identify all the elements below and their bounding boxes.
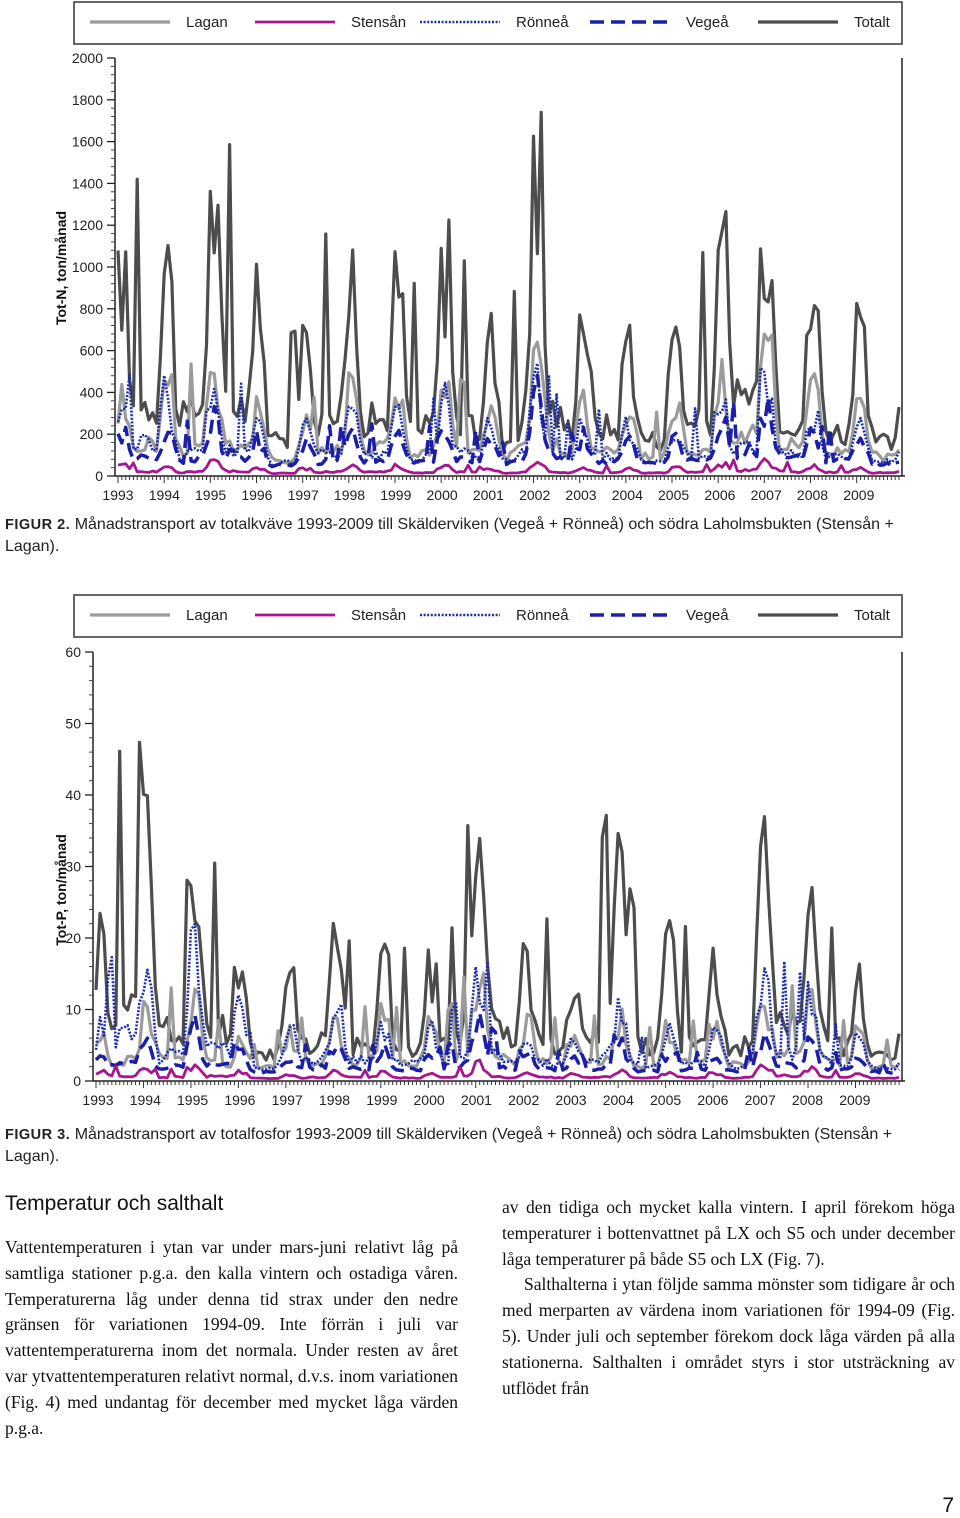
page-number: 7 xyxy=(942,1494,954,1517)
x-tick-label: 1998 xyxy=(333,487,366,503)
y-tick-label: 400 xyxy=(79,384,103,401)
legend-label-vegeå: Vegeå xyxy=(686,607,729,624)
x-tick-label: 2004 xyxy=(611,487,643,503)
figure-2-text: Månadstransport av totalkväve 1993-2009 till Skälderviken (Vegeå + Rönneå) och södra Laholmsbukten (Stensån + Lagan). xyxy=(5,516,894,555)
paragraph: Salthalterna i ytan följde samma mönster som tidigare år och med merparten av värdena inom variationen för 1994-09 (Fig. 5). Under juli och september förekom dock låga värden på alla stationerna. Salthalten i området styrs i stor utsträckning av utflödet från xyxy=(502,1274,955,1398)
x-tick-label: 1994 xyxy=(148,487,180,503)
legend-label-stensån: Stensån xyxy=(351,14,407,31)
figure-2-label: FIGUR 2. xyxy=(5,517,71,533)
x-tick-label: 1993 xyxy=(82,1092,114,1108)
x-tick-label: 1996 xyxy=(241,487,273,503)
y-tick-label: 1200 xyxy=(71,217,103,234)
y-tick-label: 50 xyxy=(65,715,81,732)
legend xyxy=(74,595,902,637)
x-tick-label: 2007 xyxy=(750,487,782,503)
y-tick-label: 60 xyxy=(65,644,81,660)
x-tick-label: 2002 xyxy=(519,487,551,503)
x-tick-label: 2008 xyxy=(791,1092,824,1108)
paragraph: Vattentemperaturen i ytan var under mars-juni relativt låg på samtliga stationer p.g.a. den kalla vintern och ostadiga våren. Temperaturerna låg under denna tid strax under den nedre gränsen för variationen 1994-09. Inte förrän i juli var vattentemperaturerna inom det normala. Under resten av året var ytvattentemperaturen relativt normal, d.v.s. inom variationen (Fig. 4) med undantag för december med mycket låga värden p.g.a. xyxy=(5,1237,458,1438)
x-tick-label: 2004 xyxy=(602,1092,634,1108)
x-tick-label: 2000 xyxy=(413,1092,445,1108)
x-tick-label: 2009 xyxy=(843,487,875,503)
x-tick-label: 2009 xyxy=(839,1092,871,1108)
y-tick-label: 1600 xyxy=(71,133,103,150)
y-tick-label: 2000 xyxy=(71,50,103,66)
series-line-totalt xyxy=(118,112,899,450)
series-lines xyxy=(96,742,899,1078)
y-axis-ticks xyxy=(65,644,93,1089)
x-tick-label: 2006 xyxy=(704,487,736,503)
x-tick-label: 2001 xyxy=(460,1092,492,1108)
text-column-right xyxy=(502,1195,955,1401)
y-tick-label: 20 xyxy=(65,930,81,946)
x-tick-label: 1999 xyxy=(380,487,412,503)
x-tick-label: 2000 xyxy=(426,487,458,503)
legend-label-lagan: Lagan xyxy=(186,607,228,624)
x-tick-label: 2003 xyxy=(565,487,597,503)
x-tick-label: 2005 xyxy=(658,487,690,503)
legend-label-totalt: Totalt xyxy=(854,14,890,31)
y-tick-label: 1800 xyxy=(71,91,103,108)
x-axis-ticks xyxy=(82,1081,899,1108)
y-tick-label: 800 xyxy=(79,300,103,317)
x-tick-label: 1994 xyxy=(129,1092,161,1108)
y-axis-label: Tot-N, ton/månad xyxy=(53,210,69,326)
y-tick-label: 0 xyxy=(73,1073,81,1089)
x-tick-label: 2005 xyxy=(650,1092,682,1108)
x-tick-label: 1999 xyxy=(366,1092,398,1108)
text-column-left xyxy=(5,1235,458,1441)
figure-3-label: FIGUR 3. xyxy=(5,1127,71,1143)
x-tick-label: 2002 xyxy=(508,1092,540,1108)
legend-label-lagan: Lagan xyxy=(186,14,228,31)
y-tick-label: 40 xyxy=(65,787,81,803)
y-tick-label: 1000 xyxy=(71,259,103,275)
figure-2-caption xyxy=(5,514,945,558)
x-axis-ticks xyxy=(102,476,899,503)
x-tick-label: 1993 xyxy=(102,487,134,503)
legend-label-stensån: Stensån xyxy=(351,607,407,624)
x-tick-label: 2007 xyxy=(744,1092,776,1108)
figure-3-chart xyxy=(0,590,960,1120)
y-tick-label: 30 xyxy=(65,858,81,875)
series-line-totalt xyxy=(96,742,899,1060)
y-tick-label: 1400 xyxy=(71,175,103,192)
x-tick-label: 1997 xyxy=(287,487,319,503)
series-lines xyxy=(118,112,899,473)
legend-label-vegeå: Vegeå xyxy=(686,14,729,31)
figure-2-chart xyxy=(0,0,960,510)
x-tick-label: 2001 xyxy=(472,487,504,503)
y-axis-ticks xyxy=(72,50,115,484)
x-tick-label: 2003 xyxy=(555,1092,587,1108)
legend-label-totalt: Totalt xyxy=(854,607,890,624)
y-axis-label: Tot-P, ton/månad xyxy=(53,834,69,946)
x-tick-label: 1998 xyxy=(318,1092,351,1108)
paragraph: av den tidiga och mycket kalla vintern. I april förekom höga temperaturer i bottenvattnet på LX och S5 och under december låga temperaturer på både S5 och LX (Fig. 7). xyxy=(502,1197,955,1269)
x-tick-label: 1997 xyxy=(271,1092,303,1108)
figure-3-caption xyxy=(5,1124,945,1168)
x-tick-label: 2006 xyxy=(697,1092,729,1108)
x-tick-label: 2008 xyxy=(796,487,829,503)
legend-label-rönneå: Rönneå xyxy=(516,607,569,624)
legend-label-rönneå: Rönneå xyxy=(516,14,569,31)
y-tick-label: 600 xyxy=(79,342,103,359)
y-tick-label: 0 xyxy=(95,468,103,484)
x-tick-label: 1996 xyxy=(224,1092,256,1108)
x-tick-label: 1995 xyxy=(195,487,227,503)
y-tick-label: 10 xyxy=(65,1001,81,1018)
x-tick-label: 1995 xyxy=(177,1092,209,1108)
section-heading: Temperatur och salthalt xyxy=(5,1192,224,1215)
legend xyxy=(74,2,902,44)
y-tick-label: 200 xyxy=(79,426,103,443)
series-line-lagan xyxy=(118,334,899,463)
figure-3-text: Månadstransport av totalfosfor 1993-2009 till Skälderviken (Vegeå + Rönneå) och södra Laholmsbukten (Stensån + Lagan). xyxy=(5,1126,893,1165)
